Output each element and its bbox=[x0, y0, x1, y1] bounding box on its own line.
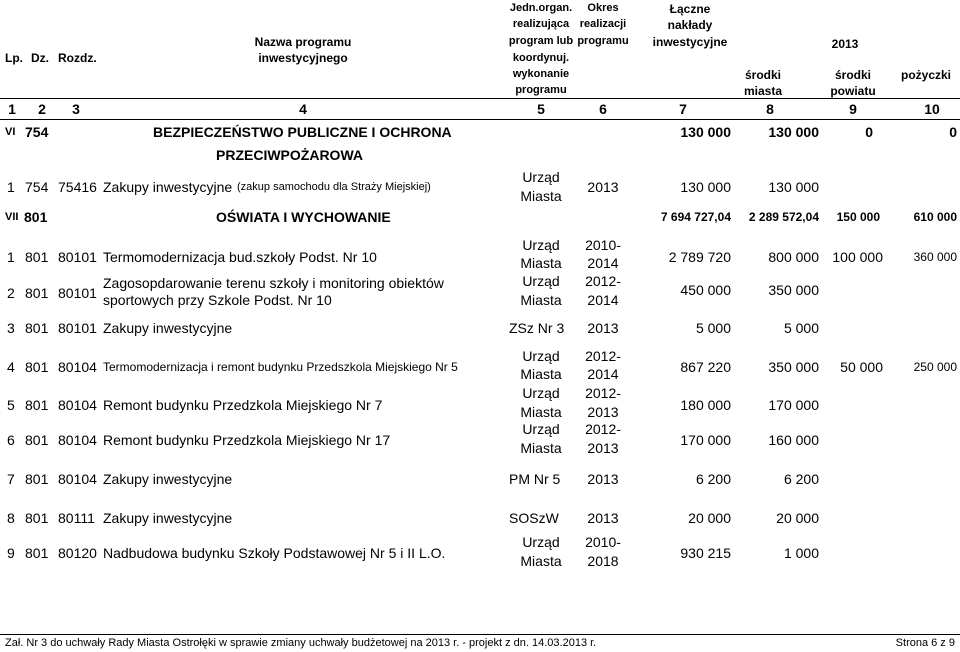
row-miasta: 350 000 bbox=[768, 359, 819, 375]
header-srodki-miasta-1: środki bbox=[744, 68, 782, 82]
colnum-10: 10 bbox=[924, 101, 940, 117]
row-miasta: 160 000 bbox=[768, 432, 819, 448]
row-jedn-2: Miasta bbox=[520, 366, 562, 382]
colnum-7: 7 bbox=[679, 101, 687, 117]
row-okres-2: 2014 bbox=[587, 366, 619, 382]
row-jedn-1: Urząd bbox=[522, 385, 560, 401]
row-okres: 2013 bbox=[587, 471, 619, 487]
row-jedn-2: Miasta bbox=[520, 553, 562, 569]
row-okres-1: 2012- bbox=[585, 273, 621, 289]
header-laczne-2: nakłady bbox=[667, 18, 713, 32]
row-dz: 801 bbox=[25, 545, 49, 561]
colnum-4: 4 bbox=[299, 101, 307, 117]
row-miasta: 20 000 bbox=[776, 510, 819, 526]
row-rozdz: 80101 bbox=[58, 249, 97, 265]
row-okres-2: 2014 bbox=[587, 255, 619, 271]
footer-text: Zał. Nr 3 do uchwały Rady Miasta Ostrołęki w sprawie zmiany uchwały budżetowej na 2013 r. - projekt z dn. 14.03.2013 r. bbox=[5, 637, 597, 649]
header-jedn-1: Jedn.organ. bbox=[509, 2, 573, 14]
row-rozdz: 80104 bbox=[58, 359, 97, 375]
row-okres-1: 2012- bbox=[585, 348, 621, 364]
row-name: Zakupy inwestycyjne bbox=[103, 510, 233, 526]
row-jedn-1: Urząd bbox=[522, 421, 560, 437]
row-miasta: 170 000 bbox=[768, 397, 819, 413]
row-miasta: 350 000 bbox=[768, 282, 819, 298]
row-rozdz: 80104 bbox=[58, 471, 97, 487]
row-lp: 1 bbox=[7, 249, 15, 265]
row-lp: 2 bbox=[7, 285, 15, 301]
row-dz: 801 bbox=[25, 249, 49, 265]
row-dz: 801 bbox=[25, 320, 49, 336]
colnum-2: 2 bbox=[38, 101, 46, 117]
section-vi-name-1: BEZPIECZEŃSTWO PUBLICZNE I OCHRONA bbox=[153, 124, 452, 140]
row-name: Zakupy inwestycyjne bbox=[103, 320, 233, 336]
header-nazwa-2: inwestycyjnego bbox=[258, 51, 348, 65]
row-vi-1-rozdz: 75416 bbox=[58, 179, 97, 195]
section-vii-name: OŚWIATA I WYCHOWANIE bbox=[216, 209, 391, 225]
section-vi-dz: 754 bbox=[25, 124, 49, 140]
row-vi-1-jedn-2: Miasta bbox=[520, 188, 562, 204]
row-dz: 801 bbox=[25, 397, 49, 413]
header-laczne-1: Łączne bbox=[669, 2, 711, 16]
row-dz: 801 bbox=[25, 432, 49, 448]
row-dz: 801 bbox=[25, 510, 49, 526]
row-name: Zakupy inwestycyjne bbox=[103, 471, 233, 487]
row-vi-1-laczne: 130 000 bbox=[680, 179, 731, 195]
section-vii-miasta: 2 289 572,04 bbox=[748, 210, 819, 224]
row-name-1: Zagosopdarowanie terenu szkoły i monitoring obiektów bbox=[103, 275, 444, 291]
row-vi-1-jedn-1: Urząd bbox=[522, 169, 560, 185]
row-name: Remont budynku Przedzkola Miejskiego Nr 17 bbox=[103, 432, 391, 448]
row-miasta: 6 200 bbox=[783, 471, 819, 487]
row-jedn-1: Urząd bbox=[522, 534, 560, 550]
header-jedn-5: wykonanie bbox=[512, 68, 570, 80]
row-rozdz: 80104 bbox=[58, 432, 97, 448]
header-lp: Lp. bbox=[5, 51, 23, 65]
row-pozyczki: 360 000 bbox=[913, 250, 957, 264]
colnum-6: 6 bbox=[599, 101, 607, 117]
header-jedn-2: realizująca bbox=[512, 18, 570, 30]
row-vi-1-dz: 754 bbox=[25, 179, 49, 195]
section-vi-num: VI bbox=[5, 126, 16, 138]
row-name: Nadbudowa budynku Szkoły Podstawowej Nr 5 i II L.O. bbox=[103, 545, 446, 561]
row-okres-2: 2014 bbox=[587, 292, 619, 308]
row-laczne: 6 200 bbox=[695, 471, 731, 487]
row-vi-1-lp: 1 bbox=[7, 179, 15, 195]
section-vi-name-2: PRZECIWPOŻAROWA bbox=[216, 147, 363, 163]
column-numbers-divider bbox=[0, 119, 960, 120]
row-vi-1-okres: 2013 bbox=[587, 179, 619, 195]
row-dz: 801 bbox=[25, 471, 49, 487]
row-jedn-1: Urząd bbox=[522, 273, 560, 289]
section-vii-dz: 801 bbox=[24, 209, 48, 225]
row-okres: 2013 bbox=[587, 510, 619, 526]
row-jedn: ZSz Nr 3 bbox=[509, 320, 565, 336]
footer-divider bbox=[0, 634, 960, 635]
header-srodki-miasta-2: miasta bbox=[743, 84, 783, 98]
row-lp: 4 bbox=[7, 359, 15, 375]
row-okres-1: 2010- bbox=[585, 534, 621, 550]
row-vi-1-name-note: (zakup samochodu dla Straży Miejskiej) bbox=[237, 181, 431, 193]
header-dz: Dz. bbox=[31, 51, 49, 65]
colnum-5: 5 bbox=[537, 101, 545, 117]
header-okres-3: programu bbox=[577, 35, 629, 47]
section-vi-laczne: 130 000 bbox=[680, 124, 731, 140]
row-jedn-1: Urząd bbox=[522, 237, 560, 253]
header-okres-1: Okres bbox=[587, 2, 619, 14]
row-jedn-2: Miasta bbox=[520, 292, 562, 308]
row-miasta: 1 000 bbox=[783, 545, 819, 561]
section-vii-laczne: 7 694 727,04 bbox=[660, 210, 731, 224]
page-number: Strona 6 z 9 bbox=[895, 637, 955, 649]
row-lp: 9 bbox=[7, 545, 15, 561]
row-okres-2: 2018 bbox=[587, 553, 619, 569]
row-vi-1-miasta: 130 000 bbox=[768, 179, 819, 195]
colnum-9: 9 bbox=[849, 101, 857, 117]
row-dz: 801 bbox=[25, 285, 49, 301]
row-okres-1: 2012- bbox=[585, 421, 621, 437]
row-rozdz: 80104 bbox=[58, 397, 97, 413]
row-laczne: 930 215 bbox=[680, 545, 731, 561]
header-rozdz: Rozdz. bbox=[58, 51, 97, 65]
row-jedn: SOSzW bbox=[509, 510, 559, 526]
row-laczne: 170 000 bbox=[680, 432, 731, 448]
row-pozyczki: 250 000 bbox=[913, 360, 957, 374]
header-year: 2013 bbox=[831, 37, 859, 51]
header-laczne-3: inwestycyjne bbox=[652, 35, 728, 49]
row-okres-2: 2013 bbox=[587, 404, 619, 420]
row-laczne: 20 000 bbox=[688, 510, 731, 526]
header-jedn-3: program lub bbox=[508, 35, 574, 47]
header-okres-2: realizacji bbox=[579, 18, 627, 30]
header-srodki-powiatu-1: środki bbox=[834, 68, 872, 82]
row-rozdz: 80111 bbox=[58, 510, 95, 526]
section-vi-powiatu: 0 bbox=[865, 124, 873, 140]
section-vii-num: VII bbox=[5, 211, 19, 223]
header-pozyczki: pożyczki bbox=[900, 68, 952, 82]
row-laczne: 5 000 bbox=[695, 320, 731, 336]
row-rozdz: 80101 bbox=[58, 320, 97, 336]
row-okres-1: 2010- bbox=[585, 237, 621, 253]
section-vii-pozyczki: 610 000 bbox=[913, 210, 957, 224]
row-name: Termomodernizacja bud.szkoły Podst. Nr 10 bbox=[103, 249, 377, 265]
section-vi-miasta: 130 000 bbox=[768, 124, 819, 140]
header-jedn-4: koordynuj. bbox=[512, 52, 570, 64]
row-dz: 801 bbox=[25, 359, 49, 375]
colnum-8: 8 bbox=[766, 101, 774, 117]
row-miasta: 800 000 bbox=[768, 249, 819, 265]
row-jedn: PM Nr 5 bbox=[509, 471, 561, 487]
row-name: Termomodernizacja i remont budynku Przedszkola Miejskiego Nr 5 bbox=[103, 360, 458, 374]
row-okres-1: 2012- bbox=[585, 385, 621, 401]
row-laczne: 450 000 bbox=[680, 282, 731, 298]
row-powiatu: 100 000 bbox=[832, 249, 883, 265]
row-lp: 6 bbox=[7, 432, 15, 448]
row-lp: 7 bbox=[7, 471, 15, 487]
row-jedn-2: Miasta bbox=[520, 440, 562, 456]
row-lp: 5 bbox=[7, 397, 15, 413]
header-jedn-6: programu bbox=[515, 84, 567, 96]
row-laczne: 867 220 bbox=[680, 359, 731, 375]
section-vii-powiatu: 150 000 bbox=[836, 210, 880, 224]
row-okres-2: 2013 bbox=[587, 440, 619, 456]
colnum-3: 3 bbox=[72, 101, 80, 117]
row-jedn-2: Miasta bbox=[520, 255, 562, 271]
row-vi-1-name: Zakupy inwestycyjne bbox=[103, 179, 233, 195]
row-name-2: sportowych przy Szkole Podst. Nr 10 bbox=[103, 292, 332, 308]
row-rozdz: 80101 bbox=[58, 285, 97, 301]
row-rozdz: 80120 bbox=[58, 545, 97, 561]
header-divider bbox=[0, 98, 960, 99]
header-nazwa-1: Nazwa programu bbox=[254, 35, 352, 49]
row-laczne: 180 000 bbox=[680, 397, 731, 413]
row-name: Remont budynku Przedzkola Miejskiego Nr 7 bbox=[103, 397, 383, 413]
colnum-1: 1 bbox=[8, 101, 16, 117]
row-lp: 8 bbox=[7, 510, 15, 526]
row-laczne: 2 789 720 bbox=[668, 249, 731, 265]
row-jedn-2: Miasta bbox=[520, 404, 562, 420]
header-srodki-powiatu-2: powiatu bbox=[830, 84, 876, 98]
row-powiatu: 50 000 bbox=[840, 359, 883, 375]
section-vi-pozyczki: 0 bbox=[949, 124, 957, 140]
row-lp: 3 bbox=[7, 320, 15, 336]
row-jedn-1: Urząd bbox=[522, 348, 560, 364]
row-okres: 2013 bbox=[587, 320, 619, 336]
row-miasta: 5 000 bbox=[783, 320, 819, 336]
